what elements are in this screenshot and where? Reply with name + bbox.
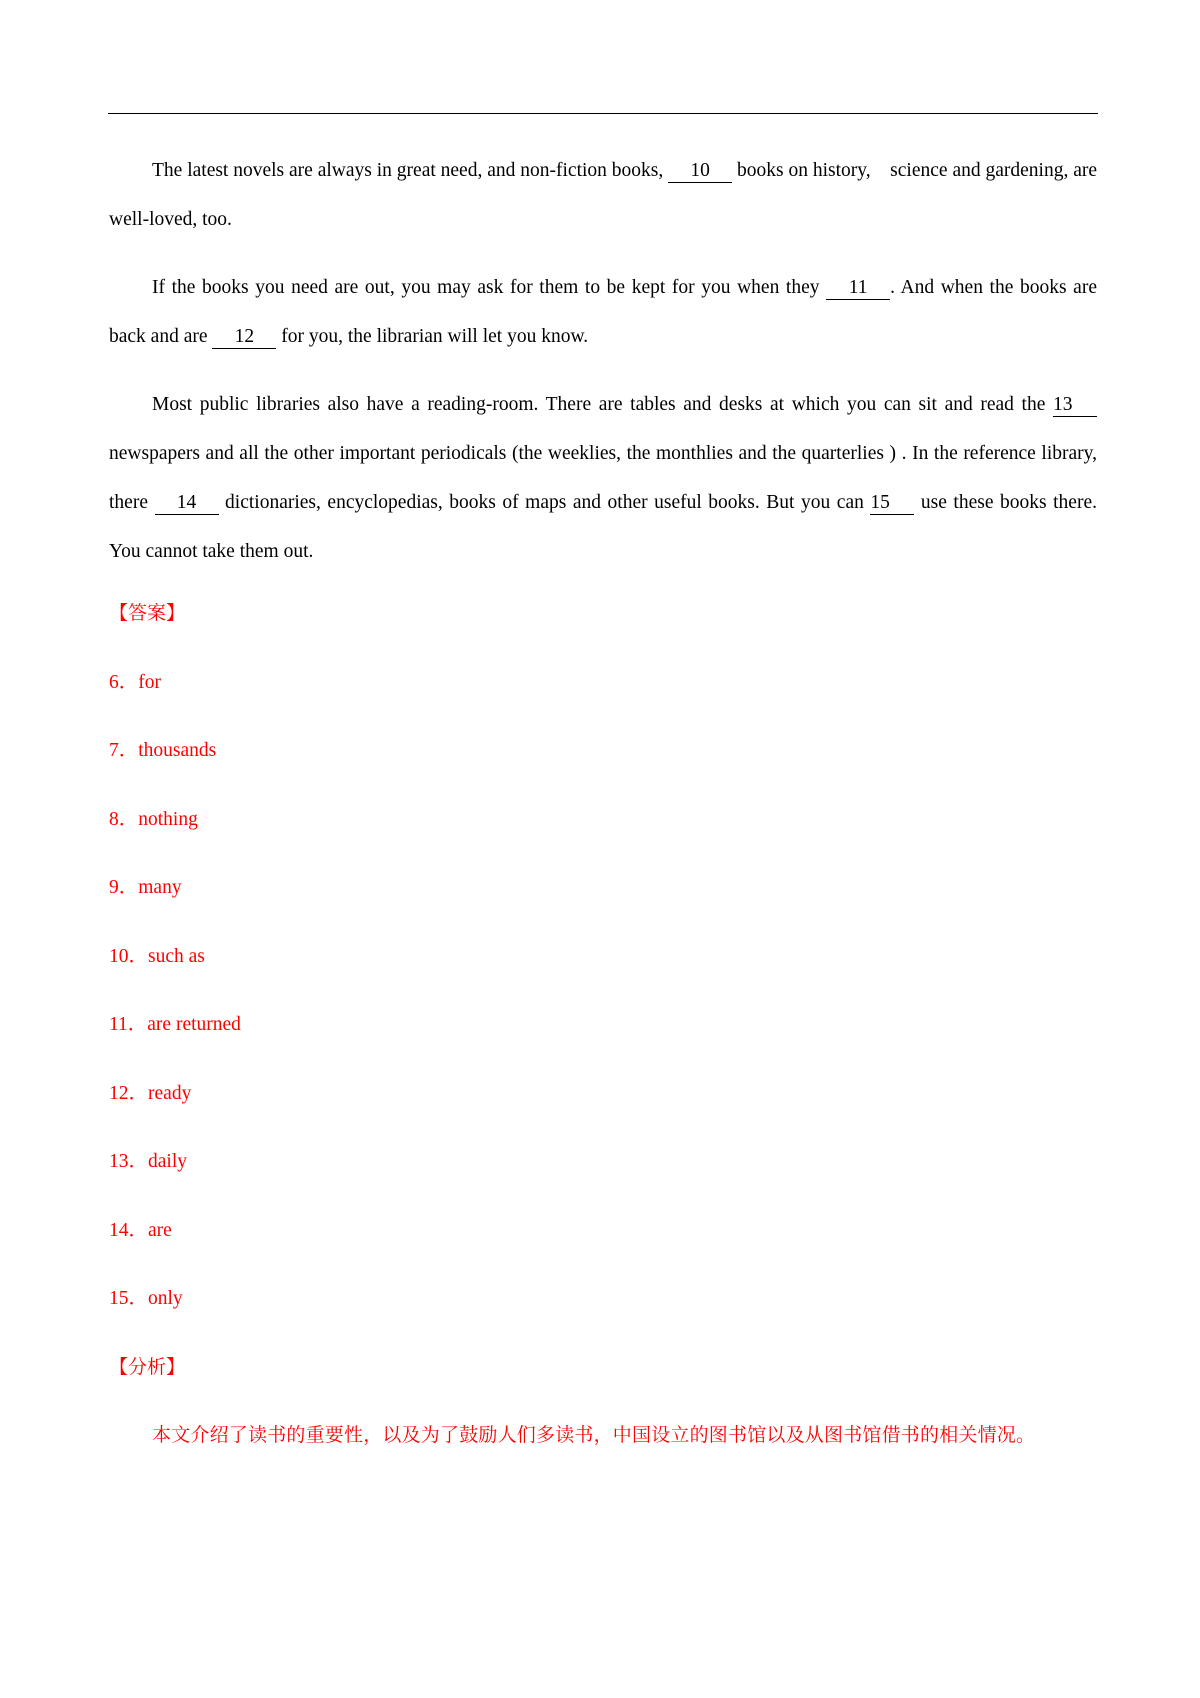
answer-number: 9． bbox=[109, 877, 139, 898]
passage-paragraph-2 bbox=[109, 263, 1097, 361]
answer-item bbox=[109, 1000, 1097, 1069]
answer-item bbox=[109, 726, 1097, 795]
passage-text: newspapers and all the other important periodicals (the weeklies, the monthlies and the quarterlies ) . In the reference library, there bbox=[109, 443, 1097, 513]
answer-item bbox=[109, 932, 1097, 1001]
blank-11: 11 bbox=[826, 277, 890, 300]
passage-text: for you, the librarian will let you know. bbox=[276, 326, 589, 347]
answer-item bbox=[109, 1206, 1097, 1275]
answer-text: thousands bbox=[138, 740, 217, 761]
answer-number: 6． bbox=[109, 671, 139, 693]
answer-text: many bbox=[138, 877, 182, 898]
answer-block bbox=[109, 589, 1097, 1460]
answer-item bbox=[109, 863, 1097, 932]
answer-text: are returned bbox=[147, 1014, 241, 1035]
answer-text: daily bbox=[148, 1151, 188, 1172]
passage bbox=[109, 146, 1097, 595]
answer-text: only bbox=[148, 1288, 183, 1309]
answer-number: 10． bbox=[109, 945, 149, 967]
answer-text: nothing bbox=[138, 808, 198, 830]
header-rule bbox=[108, 113, 1098, 114]
answer-number: 7． bbox=[109, 740, 139, 761]
answer-number: 12． bbox=[109, 1082, 149, 1104]
passage-text: dictionaries, encyclopedias, books of maps and other useful books. But you can bbox=[218, 492, 871, 513]
answer-item bbox=[109, 1274, 1097, 1343]
answer-item bbox=[109, 658, 1097, 727]
passage-text: . And when the books are back and are bbox=[109, 277, 1097, 347]
answer-item bbox=[109, 1137, 1097, 1206]
blank-14: 14 bbox=[155, 492, 219, 515]
answer-number: 11． bbox=[109, 1014, 148, 1035]
answer-number: 14． bbox=[109, 1219, 149, 1241]
answer-heading: 【答案】 bbox=[109, 602, 186, 624]
analysis-heading: 【分析】 bbox=[109, 1355, 186, 1378]
analysis-text: 本文介绍了读书的重要性，以及为了鼓励人们多读书，中国设立的图书馆以及从图书馆借书的相关情况。 bbox=[152, 1424, 1036, 1446]
answer-item bbox=[109, 795, 1097, 864]
answer-list bbox=[109, 658, 1097, 1343]
passage-text: books on history, science and gardening, are well-loved, too. bbox=[109, 160, 1098, 230]
answer-number: 13． bbox=[109, 1151, 149, 1172]
answer-text: for bbox=[138, 671, 162, 693]
answer-text: such as bbox=[148, 945, 205, 967]
blank-12: 12 bbox=[212, 326, 276, 349]
blank-13: 13 bbox=[1053, 394, 1097, 417]
answer-text: are bbox=[148, 1219, 172, 1241]
answer-item bbox=[109, 1069, 1097, 1138]
blank-15: 15 bbox=[870, 492, 914, 515]
passage-text: Most public libraries also have a reading-room. There are tables and desks at which you can sit and read the bbox=[152, 394, 1053, 415]
passage-text: use these books there. You cannot take them out. bbox=[109, 492, 1097, 562]
passage-text: If the books you need are out, you may ask for them to be kept for you when they bbox=[152, 277, 827, 298]
passage-text: The latest novels are always in great need, and non-fiction books, bbox=[152, 160, 669, 181]
blank-10: 10 bbox=[668, 160, 732, 183]
answer-number: 15． bbox=[109, 1288, 149, 1309]
answer-text: ready bbox=[148, 1082, 192, 1104]
passage-paragraph-1 bbox=[109, 146, 1097, 244]
passage-paragraph-3 bbox=[109, 380, 1097, 576]
answer-number: 8． bbox=[109, 808, 139, 830]
